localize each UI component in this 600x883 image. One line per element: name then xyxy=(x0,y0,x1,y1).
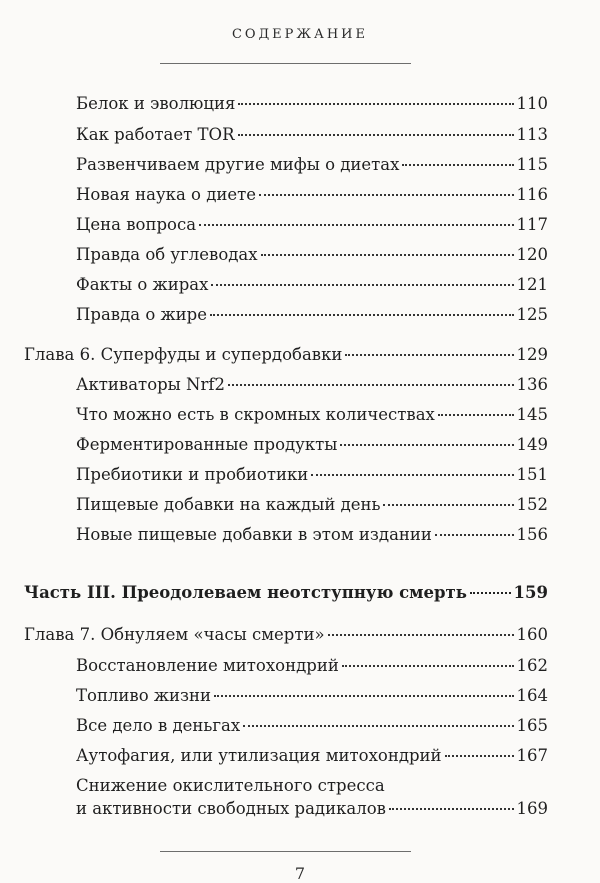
toc-entry-title: Что можно есть в скромных количествах xyxy=(76,405,435,424)
dot-leader xyxy=(211,284,513,286)
toc-entry-title: Пребиотики и пробиотики xyxy=(76,465,309,484)
toc-entry xyxy=(76,716,548,736)
dot-leader xyxy=(435,534,514,536)
running-header: СОДЕРЖАНИЕ xyxy=(231,27,369,42)
dot-leader xyxy=(402,164,513,166)
dot-leader xyxy=(238,134,514,136)
dot-leader xyxy=(259,194,513,196)
toc-entry xyxy=(76,525,548,545)
toc-entry-title: Белок и эволюция xyxy=(76,94,236,113)
toc-entry-page: 167 xyxy=(516,746,548,765)
dot-leader xyxy=(438,414,514,416)
toc-entry-page: 164 xyxy=(516,686,548,705)
toc-entry xyxy=(76,799,548,819)
toc-entry xyxy=(76,746,548,766)
toc-entry-page: 165 xyxy=(516,716,548,735)
toc-entry-page: 152 xyxy=(516,495,548,514)
toc-entry-page: 169 xyxy=(516,799,548,818)
footer-rule xyxy=(160,851,411,852)
toc-entry-title: Восстановление митохондрий xyxy=(76,656,339,675)
dot-leader xyxy=(243,725,513,727)
toc-entry-title: Часть III. Преодолеваем неотступную смерть xyxy=(24,583,467,602)
toc-entry xyxy=(76,656,548,676)
dot-leader xyxy=(228,384,514,386)
toc-entry-title: Как работает TOR xyxy=(76,125,235,144)
toc-entry-title: Правда об углеводах xyxy=(76,245,258,264)
toc-entry-page: 129 xyxy=(516,345,548,364)
toc-entry-title: Аутофагия, или утилизация митохондрий xyxy=(76,746,442,765)
toc-entry-page: 117 xyxy=(516,215,548,234)
dot-leader xyxy=(470,592,511,594)
toc-chapter-entry xyxy=(24,345,548,365)
toc-entry xyxy=(76,125,548,145)
dot-leader xyxy=(311,474,513,476)
toc-entry-title: Пищевые добавки на каждый день xyxy=(76,495,381,514)
toc-entry-page: 156 xyxy=(516,525,548,544)
dot-leader xyxy=(383,504,513,506)
toc-chapter-entry xyxy=(24,625,548,645)
dot-leader xyxy=(210,314,513,316)
toc-entry-title: Все дело в деньгах xyxy=(76,716,241,735)
toc-entry-page: 113 xyxy=(516,125,548,144)
toc-entry-page: 149 xyxy=(516,435,548,454)
dot-leader xyxy=(445,755,514,757)
toc-entry-page: 136 xyxy=(516,375,548,394)
toc-entry-title: Цена вопроса xyxy=(76,215,197,234)
toc-entry-title: Глава 6. Суперфуды и супердобавки xyxy=(24,345,343,364)
toc-entry-title: и активности свободных радикалов xyxy=(76,799,386,818)
toc-entry-page: 159 xyxy=(513,583,548,602)
toc-entry xyxy=(76,686,548,706)
dot-leader xyxy=(389,808,514,810)
dot-leader xyxy=(345,354,513,356)
dot-leader xyxy=(328,634,514,636)
toc-entry xyxy=(76,375,548,395)
dot-leader xyxy=(214,695,513,697)
toc-entry-page: 116 xyxy=(516,185,548,204)
toc-entry-title: Топливо жизни xyxy=(76,686,212,705)
toc-entry xyxy=(76,495,548,515)
page-number: 7 xyxy=(294,864,306,883)
dot-leader xyxy=(340,444,513,446)
toc-entry-title: Глава 7. Обнуляем «часы смерти» xyxy=(24,625,325,644)
toc-entry-title: Факты о жирах xyxy=(76,275,209,294)
toc-entry xyxy=(76,305,548,325)
toc-entry xyxy=(76,435,548,455)
toc-entry xyxy=(76,185,548,205)
toc-entry xyxy=(76,405,548,425)
dot-leader xyxy=(342,665,514,667)
toc-entry-page: 125 xyxy=(516,305,548,324)
toc-entry-title: Активаторы Nrf2 xyxy=(76,375,225,394)
toc-entry-page: 120 xyxy=(516,245,548,264)
toc-entry-title-first-line: Снижение окислительного стресса xyxy=(76,776,385,795)
dot-leader xyxy=(199,224,513,226)
toc-entry xyxy=(76,155,548,175)
dot-leader xyxy=(238,103,513,105)
toc-entry-title: Новая наука о диете xyxy=(76,185,257,204)
toc-entry xyxy=(76,465,548,485)
toc-entry xyxy=(76,94,548,114)
toc-part-entry xyxy=(24,583,548,603)
toc-entry-page: 121 xyxy=(516,275,548,294)
toc-entry-page: 110 xyxy=(516,94,548,113)
dot-leader xyxy=(261,254,514,256)
toc-entry-page: 151 xyxy=(516,465,548,484)
toc-entry xyxy=(76,245,548,265)
toc-entry-title: Ферментированные продукты xyxy=(76,435,338,454)
toc-entry-page: 145 xyxy=(516,405,548,424)
toc-entry xyxy=(76,215,548,235)
toc-entry-title: Новые пищевые добавки в этом издании xyxy=(76,525,432,544)
toc-entry-page: 115 xyxy=(516,155,548,174)
toc-entry-page: 162 xyxy=(516,656,548,675)
toc-entry-title: Правда о жире xyxy=(76,305,208,324)
toc-entry-title: Развенчиваем другие мифы о диетах xyxy=(76,155,400,174)
toc-entry xyxy=(76,275,548,295)
toc-entry-page: 160 xyxy=(516,625,548,644)
